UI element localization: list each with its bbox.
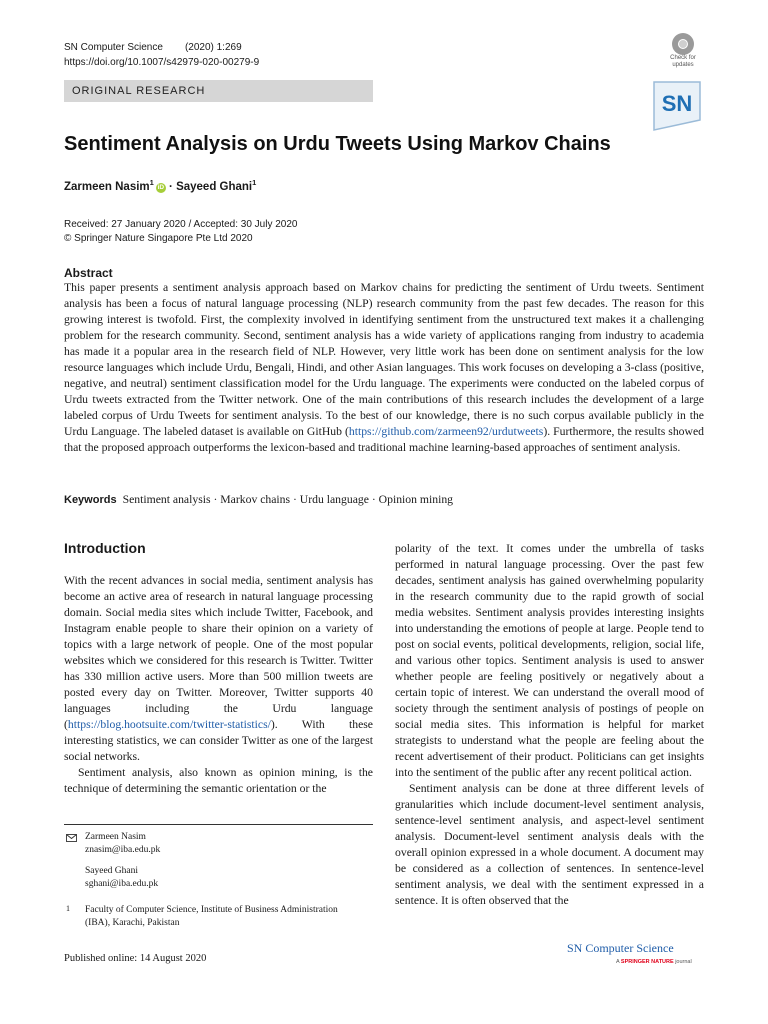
received-accepted: Received: 27 January 2020 / Accepted: 30 July 2020	[64, 219, 298, 230]
author-name[interactable]: Sayeed Ghani	[176, 180, 253, 193]
keywords-label: Keywords	[64, 494, 117, 506]
keywords-list: Sentiment analysis · Markov chains · Urdu language · Opinion mining	[122, 493, 454, 506]
paragraph: Sentiment analysis, also known as opinion mining, is the technique of determining the semantic orientation or the	[64, 766, 373, 795]
springer-nature-mark: A SPRINGER NATURE journal	[616, 959, 692, 965]
author-name[interactable]: Zarmeen Nasim	[64, 180, 150, 193]
orcid-icon[interactable]: iD	[157, 183, 165, 191]
journal-header	[64, 40, 259, 70]
footnote-divider	[64, 824, 373, 825]
affiliation-text: Faculty of Computer Science, Institute of Business Administration (IBA), Karachi, Pakistan	[85, 905, 338, 928]
introduction-heading: Introduction	[64, 540, 146, 556]
article-dates	[64, 218, 298, 246]
published-online: Published online: 14 August 2020	[64, 953, 207, 964]
sn-logo-text: SN	[661, 91, 693, 116]
hootsuite-link[interactable]: https://blog.hootsuite.com/twitter-statistics/	[67, 718, 271, 731]
github-link[interactable]: https://github.com/zarmeen92/urdutweets	[348, 425, 544, 438]
sn-logo	[651, 80, 703, 132]
check-updates-line2: updates	[672, 62, 694, 68]
envelope-icon	[66, 834, 77, 842]
author-affil-sup: 1	[149, 178, 154, 187]
column-left	[64, 573, 373, 797]
abstract-heading: Abstract	[64, 266, 113, 280]
springer-nature-brand: SPRINGER NATURE	[620, 959, 674, 965]
keywords	[64, 492, 704, 508]
article-category: ORIGINAL RESEARCH	[64, 80, 373, 102]
paragraph: polarity of the text. It comes under the umbrella of tasks performed in natural language processing. Over the past few decades, sentiment analysis has gained overwhelming popularity in the research community due to the rapid growth of social media websites. Sentiment analysis provides interesting insights into understanding the emotions of people at large. People tend to post on social events, political developments, religion, social life, and various other topics. Sentiment analysis is used to answer whether people are feeling positively or negatively about a certain topic of interest. We can understand the overall mood of society through the sentiment analysis of postings of people on social media sites. This information is helpful for market strategists to understand what the people are feeling about the recent advertisement of their product. Politicians can get insights into the sentiment of the public after any recent political action.	[395, 542, 704, 779]
check-for-updates-badge[interactable]	[664, 33, 702, 71]
author-affil-sup: 1	[252, 178, 257, 187]
corr-author-email[interactable]: znasim@iba.edu.pk	[85, 845, 161, 855]
second-author-email[interactable]: sghani@iba.edu.pk	[85, 879, 159, 889]
abstract-text: This paper presents a sentiment analysis approach based on Markov chains for predicting the sentiment of Urdu tweets. Sentiment analysis has been a focus of natural language processing (NLP) research community from the past few decades. The reason for this growing interest is twofold. First, the complexity involved in identifying sentiment from the unstructured text makes it a challenging problem for the research community. Second, sentiment analysis has a wide variety of applications ranging from industry to academia has made it a popular area in the research field of NLP. However, very little work has been done on sentiment analysis for the low resource languages which include Urdu, Bengali, Hindi, and other Asian languages. This work focuses on developing a 3-class (positive, negative, and neutral) sentiment classification model for the Urdu language. The experiments were conducted on the labeled corpus of Urdu tweets extracted from the Twitter network. One of the main contributions of this research includes the development of a large labeled corpus of Urdu Tweets for sentiment analysis. To the best of our knowledge, there is no such corpus available publicly in the Urdu Language. The labeled dataset is available on GitHub (https://github.com/zarmeen92/urdutweets). Furthermore, the results showed that the proposed approach outperforms the lexicon-based and traditional machine learning-based approaches of sentiment analysis.	[64, 281, 705, 454]
journal-volume: (2020) 1:269	[184, 42, 242, 53]
second-author-name: Sayeed Ghani	[85, 866, 139, 876]
copyright: © Springer Nature Singapore Pte Ltd 2020	[64, 233, 253, 244]
affiliation-number: 1	[66, 904, 70, 913]
check-updates-line1: Check for	[670, 55, 696, 61]
footer-journal-name: SN Computer Science	[567, 941, 674, 955]
journal-name: SN Computer Science	[64, 42, 163, 53]
column-right	[395, 541, 704, 909]
author-list	[64, 178, 256, 193]
author-separator: ·	[165, 180, 177, 193]
doi-link[interactable]: https://doi.org/10.1007/s42979-020-00279-9	[64, 57, 260, 68]
paragraph: With the recent advances in social media, sentiment analysis has become an active area of research in natural language processing domain. Social media sites which include Twitter, Facebook, and Instagram enable people to share their opinion on a variety of topics with a large network of people. One of the most popular websites which we considered for this research is Twitter. Twitter has 330 million active users. More than 500 million tweets are posted every day on Twitter. Moreover, Twitter supports 40 languages including the Urdu language (https://blog.hootsuite.com/twitter-statistics/). With these interesting statistics, we can consider Twitter as one of the largest social networks.	[64, 574, 373, 763]
correspondence	[85, 831, 160, 891]
corr-author-name: Zarmeen Nasim	[85, 832, 146, 842]
paragraph: Sentiment analysis can be done at three different levels of granularities which include document-level sentiment analysis, sentence-level sentiment analysis, and aspect-level sentiment analysis. Document-level sentiment analysis deals with the overall opinion expressed in a whole document. A document may be considered as a collection of sentences. In sentence-level sentiment analysis, we deal with the sentiment expressed in a sentence. It is often observed that the	[395, 782, 704, 907]
page-title: Sentiment Analysis on Urdu Tweets Using Markov Chains	[64, 133, 611, 155]
check-updates-icon	[672, 33, 694, 55]
